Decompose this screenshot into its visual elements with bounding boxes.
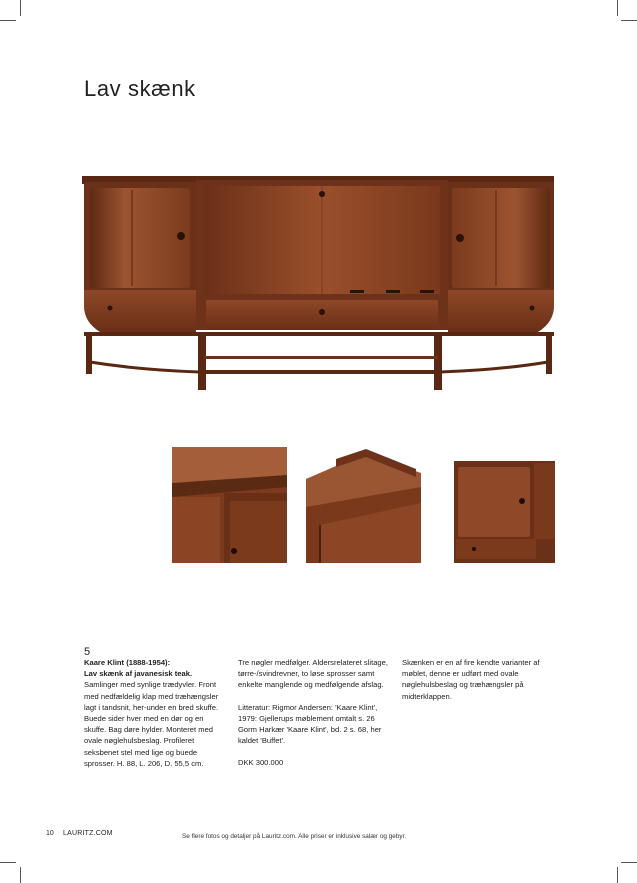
crop-mark <box>0 20 16 21</box>
crop-mark <box>0 862 16 863</box>
crop-mark <box>617 867 618 883</box>
brand-link[interactable]: LAURITZ.COM <box>63 830 113 837</box>
item-description: Samlinger med synlige trædyvler. Front med nedfældelig klap med træhængsler lagt i tandsnit, her-under en bred skuffe. Buede sider hver med en dør og en skuffe. Bag døre hylder. Monteret med ovale nøglehulsbeslag. Profileret seksbenet stel med lige og buede sprosser. H. 88, L. 206, D. 55,5 cm. <box>84 680 219 768</box>
detail-photo-cabinet[interactable] <box>440 447 555 563</box>
lot-number: 5 <box>84 646 91 658</box>
note-column <box>402 657 562 702</box>
crop-mark <box>617 0 618 16</box>
maker-heading: Kaare Klint (1888-1954): <box>84 658 171 667</box>
price-text: DKK 300.000 <box>238 758 284 768</box>
detail-photo-corner[interactable] <box>172 447 287 563</box>
item-heading: Lav skænk af javanesisk teak. <box>84 669 193 679</box>
sideboard-photo[interactable] <box>80 172 558 396</box>
crop-mark <box>20 0 21 16</box>
description-column <box>84 657 224 769</box>
crop-mark <box>621 20 637 21</box>
crop-mark <box>621 862 637 863</box>
crop-mark <box>20 867 21 883</box>
variant-note: Skænken er en af fire kendte varianter af møblet, denne er udført med ovale nøglehulsbeslag og træhængsler på midterklappen. <box>402 658 540 701</box>
page-number: 10 <box>46 830 54 837</box>
page-title: Lav skænk <box>84 76 196 101</box>
footer-note: Se flere fotos og detaljer på Lauritz.com. Alle priser er inklusive salær og gebyr. <box>182 833 407 840</box>
condition-text: Tre nøgler medfølger. Aldersrelateret slitage, tørre-/svindrevner, to løse sprosser samt enkelte manglende og medfølgende afslag. <box>238 658 388 690</box>
detail-photo-drawer[interactable] <box>306 447 421 563</box>
literature-text: Litteratur: Rigmor Andersen: 'Kaare Klint', 1979: Gjellerups møblement omtalt s. 26 Gorm Harkær 'Kaare Klint', bd. 2 s. 68, her kaldet 'Buffet'. <box>238 702 382 746</box>
condition-column <box>238 657 388 769</box>
